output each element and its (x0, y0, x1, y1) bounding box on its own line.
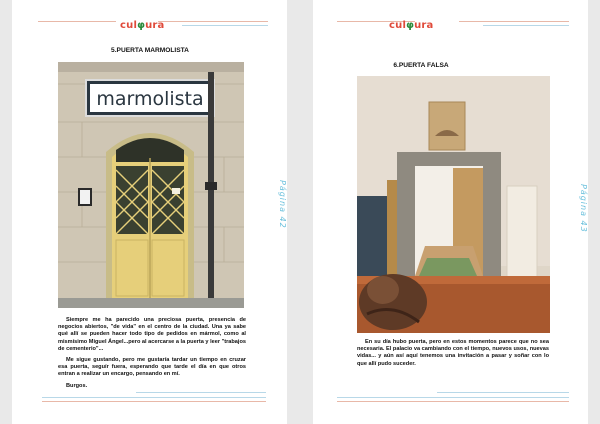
section-title: 6.PUERTA FALSA (393, 62, 449, 69)
puerta-falsa-photo (357, 76, 550, 333)
cultura-logo (120, 20, 165, 31)
header-rule (38, 21, 116, 22)
logo-text: cul (389, 20, 407, 31)
header-rule (182, 25, 268, 26)
paragraph: En su día hubo puerta, pero en estos momentos parece que no sea necesaria. El palacio va cambiando con el tiempo, nuevos usos, nuevas vidas... y aún así aquí tenemos una invitación a pasar y soñar con lo que allí pudo suceder. (357, 339, 549, 367)
footer-rule (337, 401, 569, 402)
page-number-label: Página 43 (579, 184, 588, 233)
section-title: 5.PUERTA MARMOLISTA (111, 47, 189, 54)
header-rule (158, 21, 268, 22)
cultura-logo (389, 20, 434, 31)
left-page (12, 0, 287, 424)
marmolista-sign: marmolista (96, 88, 204, 110)
page-number-label: Página 42 (278, 180, 287, 229)
paragraph: Burgos. (66, 382, 88, 389)
right-page (313, 0, 588, 424)
footer-rule (136, 392, 266, 393)
logo-glyph: φ (406, 20, 415, 31)
footer-rule (42, 397, 266, 398)
footer-rule (337, 397, 569, 398)
body-text (58, 317, 246, 394)
header-rule (483, 25, 569, 26)
body-text (357, 339, 549, 372)
logo-text: ura (414, 20, 434, 31)
logo-text: cul (120, 20, 138, 31)
footer-rule (437, 392, 569, 393)
logo-text: ura (145, 20, 165, 31)
header-rule (459, 21, 569, 22)
marmolista-door-photo (58, 62, 244, 308)
paragraph: Me sigue gustando, pero me gustaría tardar un tiempo en cruzar esa puerta, seguír fuera, esperando que tarde el día en que otros entran a realizar un encargo, pensando en mí. (58, 357, 246, 378)
logo-glyph: φ (137, 20, 146, 31)
footer-rule (42, 401, 266, 402)
paragraph: Siempre me ha parecido una preciosa puerta, presencia de negocios abiertos, "de vida" en el centro de la ciudad. Una ya sabe qué allí se pueden hacer todo tipo de pedidos en mármol, como al mismísimo Miguel Ángel...pero al acercarse a la puerta y leer "trabajos de cementerio"... (58, 317, 246, 352)
